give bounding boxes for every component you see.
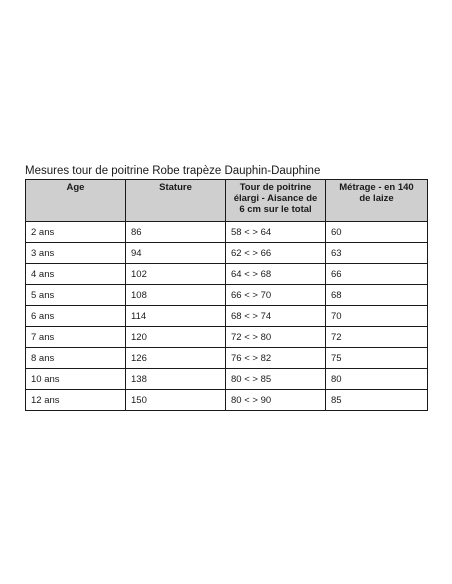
- cell-chest: 76 < > 82: [226, 348, 326, 369]
- cell-fabric: 70: [326, 306, 428, 327]
- cell-fabric: 72: [326, 327, 428, 348]
- size-table: [25, 179, 428, 411]
- cell-fabric: 75: [326, 348, 428, 369]
- cell-fabric: 60: [326, 222, 428, 243]
- cell-age: 6 ans: [26, 306, 126, 327]
- table-row: [26, 243, 428, 264]
- cell-age: 7 ans: [26, 327, 126, 348]
- header-fabric: [326, 180, 428, 222]
- cell-age: 8 ans: [26, 348, 126, 369]
- cell-chest: 72 < > 80: [226, 327, 326, 348]
- header-line: Age: [66, 182, 85, 193]
- cell-stature: 102: [126, 264, 226, 285]
- table-row: [26, 264, 428, 285]
- header-stature: [126, 180, 226, 222]
- table-row: [26, 327, 428, 348]
- cell-age: 12 ans: [26, 390, 126, 411]
- cell-fabric: 66: [326, 264, 428, 285]
- cell-stature: 86: [126, 222, 226, 243]
- cell-age: 5 ans: [26, 285, 126, 306]
- cell-fabric: 80: [326, 369, 428, 390]
- table-row: [26, 390, 428, 411]
- header-line: Métrage - en 140: [339, 182, 414, 193]
- table-row: [26, 285, 428, 306]
- cell-stature: 126: [126, 348, 226, 369]
- cell-age: 3 ans: [26, 243, 126, 264]
- cell-fabric: 85: [326, 390, 428, 411]
- header-line: Stature: [159, 182, 192, 193]
- table-row: [26, 348, 428, 369]
- cell-stature: 150: [126, 390, 226, 411]
- table-row: [26, 222, 428, 243]
- table-body: [26, 222, 428, 411]
- cell-chest: 58 < > 64: [226, 222, 326, 243]
- cell-stature: 94: [126, 243, 226, 264]
- table-row: [26, 369, 428, 390]
- cell-chest: 68 < > 74: [226, 306, 326, 327]
- header-line: élargi - Aisance de: [233, 193, 318, 204]
- table-row: [26, 306, 428, 327]
- header-line: de laize: [359, 193, 394, 204]
- cell-stature: 108: [126, 285, 226, 306]
- header-chest: [226, 180, 326, 222]
- cell-age: 2 ans: [26, 222, 126, 243]
- cell-chest: 80 < > 90: [226, 390, 326, 411]
- cell-stature: 120: [126, 327, 226, 348]
- cell-chest: 64 < > 68: [226, 264, 326, 285]
- table-caption: Mesures tour de poitrine Robe trapèze Dauphin-Dauphine: [25, 165, 321, 177]
- header-line: 6 cm sur le total: [239, 204, 312, 215]
- cell-fabric: 63: [326, 243, 428, 264]
- cell-stature: 138: [126, 369, 226, 390]
- header-row: [26, 180, 428, 222]
- cell-chest: 66 < > 70: [226, 285, 326, 306]
- header-line: Tour de poitrine: [239, 182, 312, 193]
- cell-age: 10 ans: [26, 369, 126, 390]
- cell-chest: 62 < > 66: [226, 243, 326, 264]
- cell-fabric: 68: [326, 285, 428, 306]
- cell-stature: 114: [126, 306, 226, 327]
- table-header: [26, 180, 428, 222]
- cell-age: 4 ans: [26, 264, 126, 285]
- cell-chest: 80 < > 85: [226, 369, 326, 390]
- header-age: [26, 180, 126, 222]
